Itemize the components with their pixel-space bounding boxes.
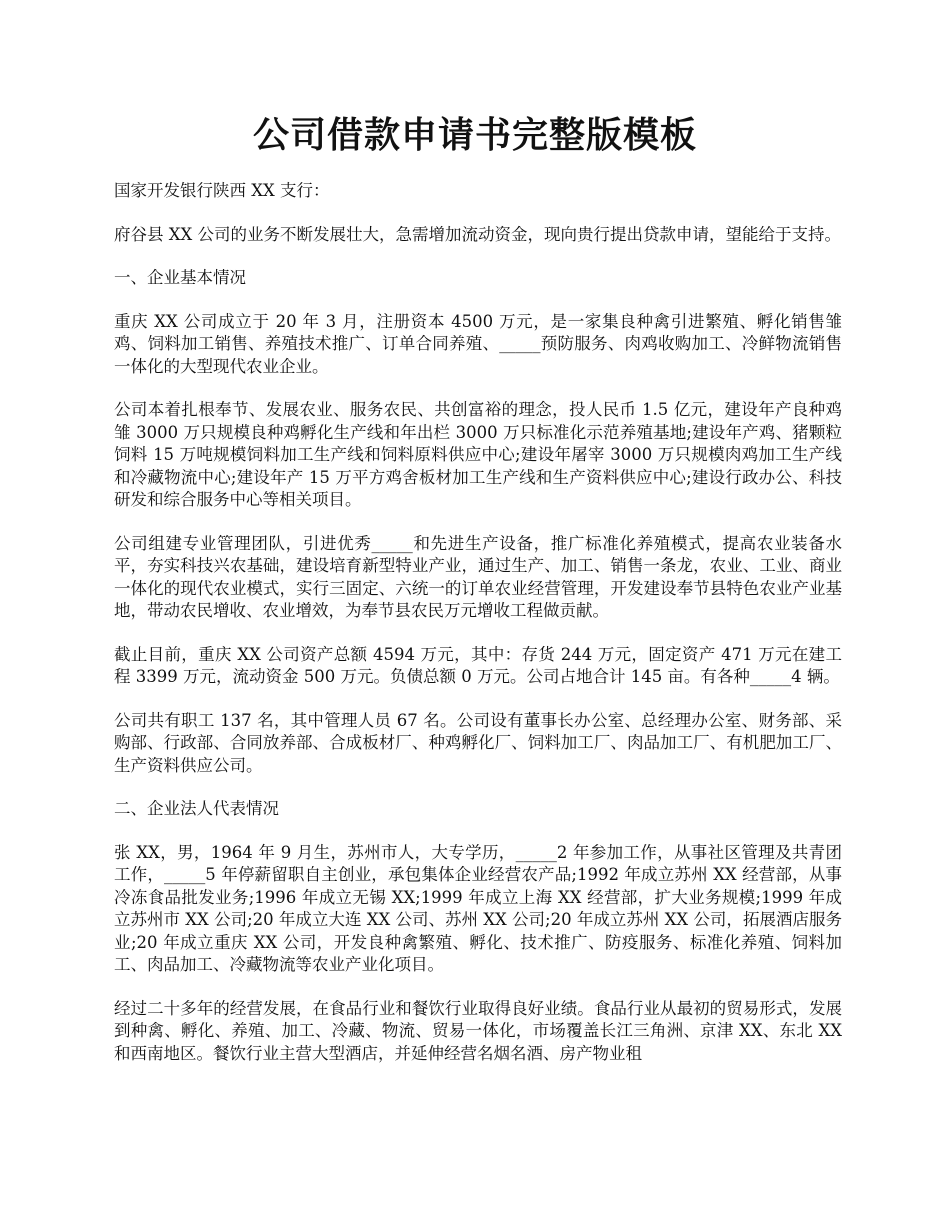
staff-paragraph: 公司共有职工 137 名，其中管理人员 67 名。公司设有董事长办公室、总经理办公室、财务部、采购部、行政部、合同放养部、合成板材厂、种鸡孵化厂、饲料加工厂、肉品加工厂、有机肥加工厂、生产资料供应公司。 bbox=[114, 710, 842, 775]
business-history-paragraph: 经过二十多年的经营发展，在食品行业和餐饮行业取得良好业绩。食品行业从最初的贸易形式，发展到种禽、孵化、养殖、加工、冷藏、物流、贸易一体化，市场覆盖长江三角洲、京津 XX、东北 XX 和西南地区。餐饮行业主营大型酒店，并延伸经营名烟名酒、房产物业租 bbox=[114, 998, 842, 1063]
intro-paragraph: 府谷县 XX 公司的业务不断发展壮大，急需增加流动资金，现向贵行提出贷款申请，望能给于支持。 bbox=[114, 224, 841, 244]
document-body bbox=[114, 180, 842, 1086]
document-title: 公司借款申请书完整版模板 bbox=[252, 115, 697, 156]
section-heading-legal-rep: 二、企业法人代表情况 bbox=[114, 799, 279, 818]
management-paragraph: 公司组建专业管理团队，引进优秀_____和先进生产设备，推广标准化养殖模式，提高农业装备水平，夯实科技兴农基础，建设培育新型特业产业，通过生产、加工、销售一条龙，农业、工业、商业一体化的现代农业模式，实行三固定、六统一的订单农业经营管理，开发建设奉节县特色农业产业基地，带动农民增收、农业增效，为奉节县农民万元增收工程做贡献。 bbox=[114, 533, 842, 620]
salutation: 国家开发银行陕西 XX 支行： bbox=[114, 181, 330, 200]
investment-paragraph: 公司本着扎根奉节、发展农业、服务农民、共创富裕的理念，投人民币 1.5 亿元，建设年产良种鸡雏 3000 万只规模良种鸡孵化生产线和年出栏 3000 万只标准化示范养殖基地;建设年产鸡、猪颗粒饲料 15 万吨规模饲料加工生产线和饲料原料供应中心;建设年屠宰 3000 万只规模肉鸡加工生产线和冷藏物流中心;建设年产 15 万平方鸡舍板材加工生产线和生产资料供应中心;建设行政办公、科技研发和综合服务中心等相关项目。 bbox=[114, 400, 842, 509]
legal-rep-bio-paragraph: 张 XX，男，1964 年 9 月生，苏州市人，大专学历，_____2 年参加工作，从事社区管理及共青团工作，_____5 年停薪留职自主创业，承包集体企业经营农产品;1992 年成立苏州 XX 经营部，从事冷冻食品批发业务;1996 年成立无锡 XX;1999 年成立上海 XX 经营部，扩大业务规模;1999 年成立苏州市 XX 公司;20 年成立大连 XX 公司、苏州 XX 公司;20 年成立苏州 XX 公司，拓展酒店服务业;20 年成立重庆 XX 公司，开发良种禽繁殖、孵化、技术推广、防疫服务、标准化养殖、饲料加工、肉品加工、冷藏物流等农业产业化项目。 bbox=[114, 842, 842, 974]
company-overview-paragraph: 重庆 XX 公司成立于 20 年 3 月，注册资本 4500 万元，是一家集良种禽引进繁殖、孵化销售雏鸡、饲料加工销售、养殖技术推广、订单合同养殖、_____预防服务、肉鸡收购加工、冷鲜物流销售一体化的大型现代农业企业。 bbox=[114, 311, 842, 376]
section-heading-basic-info: 一、企业基本情况 bbox=[114, 268, 246, 287]
assets-paragraph: 截止目前，重庆 XX 公司资产总额 4594 万元，其中：存货 244 万元，固定资产 471 万元在建工程 3399 万元，流动资金 500 万元。负债总额 0 万元。公司占地合计 145 亩。有各种_____4 辆。 bbox=[114, 644, 842, 686]
